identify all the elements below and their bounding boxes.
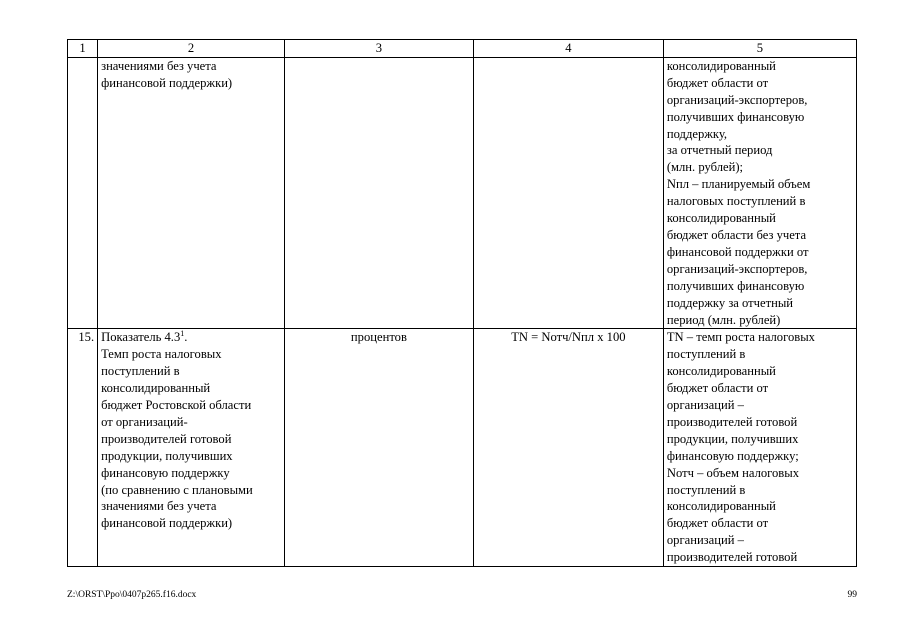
table-row-continued	[68, 57, 857, 329]
table-row-15	[68, 329, 857, 567]
cell-line: организаций-экспортеров,	[666, 261, 808, 276]
indicator-title-text: Показатель 4.3	[101, 330, 181, 345]
cell-line: консолидированный	[666, 364, 776, 379]
indicator-title-end: .	[184, 330, 188, 345]
cell-line: консолидированный	[666, 211, 776, 226]
header-cell: 2	[98, 40, 285, 58]
row-number-cell	[68, 57, 98, 329]
cell-line: поступлений в	[666, 347, 746, 362]
cell-line: (млн. рублей);	[666, 160, 744, 175]
row-number-cell: 15.	[68, 329, 98, 567]
indicator-table	[67, 39, 857, 567]
indicator-name-cell	[98, 329, 285, 567]
header-cell: 5	[663, 40, 856, 58]
formula-cell: TN = Nотч/Nпл х 100	[473, 329, 663, 567]
cell-line: Темп роста налоговых	[101, 347, 222, 362]
indicator-title	[101, 329, 281, 346]
cell-line: продукции, получивших	[666, 431, 799, 446]
cell-line: консолидированный	[666, 499, 776, 514]
cell-line: получивших финансовую	[666, 109, 805, 124]
cell-line: от организаций-	[101, 414, 188, 429]
cell-line: за отчетный период	[666, 143, 773, 158]
cell-line: бюджет области от	[666, 516, 769, 531]
cell-line: консолидированный	[666, 58, 776, 73]
cell-line: TN – темп роста налоговых	[666, 330, 815, 345]
description-cell	[663, 329, 856, 567]
cell-line: финансовой поддержки)	[101, 75, 233, 90]
header-cell: 4	[473, 40, 663, 58]
cell-line: поддержку за отчетный	[666, 295, 794, 310]
cell-line: поддержку,	[666, 126, 728, 141]
cell-line: финансовой поддержки от	[666, 244, 809, 259]
cell-line: продукции, получивших	[101, 448, 233, 463]
cell-line: финансовой поддержки)	[101, 516, 233, 531]
cell-line: производителей готовой	[101, 431, 232, 446]
header-cell: 3	[284, 40, 473, 58]
cell-line: значениями без учета	[101, 499, 217, 514]
cell-line: производителей готовой	[666, 414, 798, 429]
cell-line: производителей готовой	[666, 550, 798, 565]
cell-line: бюджет Ростовской области	[101, 398, 252, 413]
footnote-marker: 1	[180, 329, 185, 339]
unit-cell: процентов	[284, 329, 473, 567]
cell-line: значениями без учета	[101, 58, 217, 73]
cell-line: поступлений в	[101, 364, 180, 379]
cell-line: бюджет области от	[666, 75, 769, 90]
cell-line: организаций –	[666, 533, 744, 548]
header-cell: 1	[68, 40, 98, 58]
cell-line: организаций –	[666, 398, 744, 413]
cell-line: консолидированный	[101, 381, 211, 396]
cell-line: получивших финансовую	[666, 278, 805, 293]
indicator-name-cell	[98, 57, 285, 329]
page-number: 99	[847, 590, 857, 600]
cell-line: финансовую поддержку	[101, 465, 230, 480]
cell-line: (по сравнению с плановыми	[101, 482, 253, 497]
formula-cell	[473, 57, 663, 329]
cell-line: бюджет области от	[666, 381, 769, 396]
cell-line: Nотч – объем налоговых	[666, 465, 800, 480]
cell-line: организаций-экспортеров,	[666, 92, 808, 107]
cell-line: финансовую поддержку;	[666, 448, 799, 463]
cell-line: Nпл – планируемый объем	[666, 177, 811, 192]
header-row	[68, 40, 857, 58]
unit-cell	[284, 57, 473, 329]
cell-line: налоговых поступлений в	[666, 194, 806, 209]
description-cell	[663, 57, 856, 329]
cell-line: период (млн. рублей)	[666, 312, 781, 327]
cell-line: поступлений в	[666, 482, 746, 497]
cell-line: бюджет области без учета	[666, 227, 807, 242]
file-path-footer: Z:\ORST\Ppo\0407p265.f16.docx	[67, 590, 197, 600]
